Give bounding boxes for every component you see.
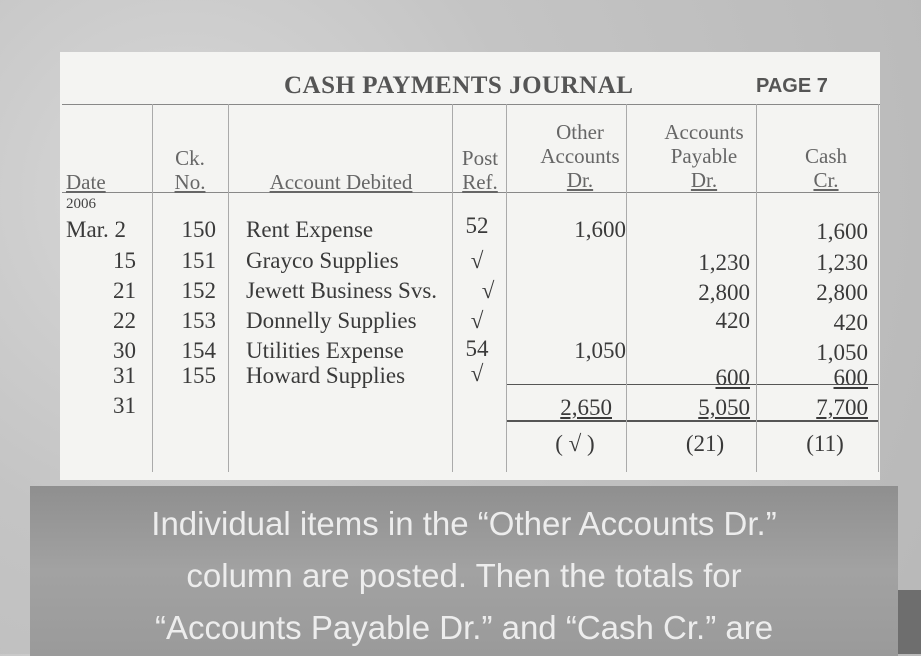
posting-cash: (11) [806,431,844,456]
row-cash: 2,800 [816,280,868,305]
page-number: PAGE 7 [756,75,828,97]
row-ck: 152 [181,278,216,303]
row-ck: 151 [181,248,216,273]
total-other: 2,650 [560,395,612,420]
row-account: Utilities Expense [246,338,404,363]
row-ap: 2,800 [698,280,750,305]
row-date: 15 [113,248,136,273]
col-rule-ck [228,104,229,472]
row-post-ref: √ [481,278,495,303]
caption-line-3: “Accounts Payable Dr.” and “Cash Cr.” are [154,609,774,646]
row-ck: 153 [181,308,216,333]
header-other-accounts: Other Accounts Dr. [540,120,620,192]
row-ck: 154 [181,338,216,363]
row-date: 21 [113,278,136,303]
caption-line-1: Individual items in the “Other Accounts Dr.” [151,505,777,542]
col-rule-account [452,104,453,472]
row-other: 1,050 [574,338,626,363]
header-post-ref: Post Ref. [461,146,499,194]
row-account: Jewett Business Svs. [246,278,438,303]
row-account: Grayco Supplies [246,248,399,273]
corner-decoration [898,590,921,654]
total-cash: 7,700 [816,395,868,420]
row-date: Mar. 2 [66,217,127,242]
row-date: 30 [113,338,136,363]
row-ap: 600 [715,365,750,390]
row-ap: 420 [715,308,750,333]
row-cash: 1,600 [816,219,868,244]
posting-other: ( √ ) [555,431,595,456]
row-ck: 155 [181,363,216,388]
row-cash: 1,050 [816,340,868,365]
row-post-ref: 52 [465,213,489,238]
journal-title-row [60,64,880,108]
row-account: Rent Expense [246,217,374,242]
row-cash: 420 [833,310,868,335]
caption-banner [30,486,898,656]
row-cash: 600 [833,365,868,390]
row-date: 31 [113,363,136,388]
title-rule [62,104,880,105]
year-label: 2006 [66,196,96,212]
col-rule-post [506,104,507,472]
header-account: Account Debited [269,170,413,194]
row-cash: 1,230 [816,250,868,275]
caption-line-2: column are posted. Then the totals for [186,557,742,594]
row-post-ref: 54 [465,336,489,361]
row-date: 22 [113,308,136,333]
row-post-ref: √ [470,361,484,386]
row-account: Howard Supplies [246,363,406,388]
header-accounts-payable: Accounts Payable Dr. [664,120,744,192]
row-ap: 1,230 [698,250,750,275]
header-ck: Ck. No. [174,146,206,194]
row-ck: 150 [181,217,216,242]
header-cash: Cash Cr. [805,144,847,192]
col-rule-right [878,104,879,472]
row-account: Donnelly Supplies [246,308,417,333]
totals-date: 31 [113,393,136,418]
total-accounts-payable: 5,050 [698,395,750,420]
posting-accounts-payable: (21) [685,431,725,456]
journal-title: CASH PAYMENTS JOURNAL [284,72,634,99]
header-date: Date [66,170,106,194]
total-rule [506,420,878,422]
row-post-ref: √ [470,248,484,273]
row-post-ref: √ [470,308,484,333]
row-other: 1,600 [574,217,626,242]
col-rule-date [152,104,153,472]
